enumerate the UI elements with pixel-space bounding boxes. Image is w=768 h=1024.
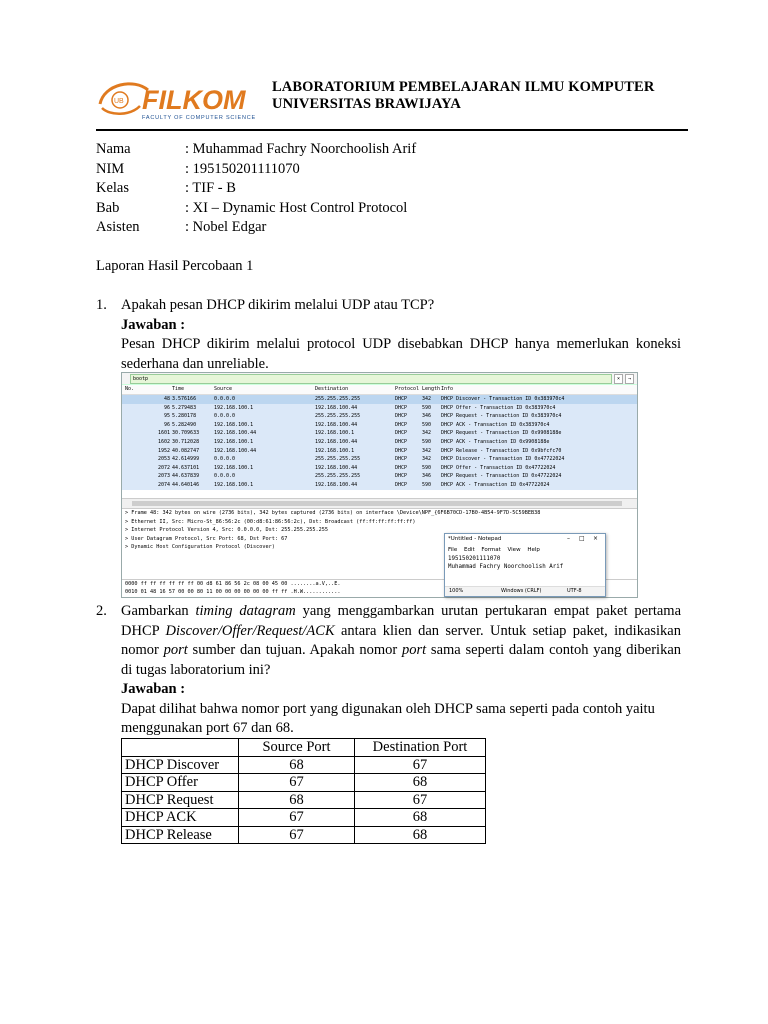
destination-port-cell: 68 <box>355 774 486 792</box>
source-port-cell: 67 <box>239 774 355 792</box>
packet-proto: DHCP <box>395 456 408 463</box>
table-row <box>122 756 486 774</box>
logo-badge: UB <box>114 98 124 105</box>
packet-detail-line[interactable]: > Dynamic Host Configuration Protocol (Discover) <box>125 544 275 551</box>
menu-file[interactable]: File <box>448 547 458 553</box>
packet-no: 2053 <box>157 456 170 463</box>
menu-help[interactable]: Help <box>527 547 540 553</box>
packet-row[interactable] <box>122 472 637 481</box>
q2-answer-label: Jawaban : <box>121 681 186 697</box>
packet-dst: 192.168.100.1 <box>315 447 355 454</box>
q1-question: Apakah pesan DHCP dikirim melalui UDP atau TCP? <box>121 297 435 313</box>
packet-len: 590 <box>422 464 432 471</box>
packet-no: 96 <box>163 421 170 428</box>
menu-edit[interactable]: Edit <box>463 547 475 553</box>
packet-src: 192.168.100.1 <box>214 421 254 428</box>
packet-info: DHCP Request - Transaction ID 0x383970c4 <box>441 413 562 420</box>
lab-title-line2: UNIVERSITAS BRAWIJAYA <box>272 96 461 112</box>
packet-len: 342 <box>422 430 432 437</box>
packet-info: DHCP Offer - Transaction ID 0x47722024 <box>441 464 556 471</box>
packet-src: 192.168.100.44 <box>214 430 257 437</box>
packet-len: 342 <box>422 447 432 454</box>
packet-time: 44.637101 <box>172 464 200 471</box>
packet-no: 1602 <box>157 438 170 445</box>
packet-proto: DHCP <box>395 404 408 411</box>
packet-no: 96 <box>163 404 170 411</box>
header-divider <box>96 129 688 131</box>
packet-time: 30.709633 <box>172 430 200 437</box>
packet-time: 5.279483 <box>172 404 197 411</box>
identity-value: : 195150201111070 <box>185 160 300 177</box>
packet-detail-line[interactable]: > User Datagram Protocol, Src Port: 68, Dst Port: 67 <box>125 535 288 542</box>
packet-row[interactable] <box>122 421 637 430</box>
packet-dst: 192.168.100.1 <box>315 430 355 437</box>
packet-len: 346 <box>422 473 432 480</box>
status-zoom: 100% <box>449 588 464 594</box>
packet-src: 0.0.0.0 <box>214 473 236 480</box>
packet-len: 590 <box>422 421 432 428</box>
col-time[interactable]: Time <box>172 386 185 392</box>
packet-no: 2073 <box>157 473 170 480</box>
col-source[interactable]: Source <box>214 386 233 392</box>
packet-row[interactable] <box>122 395 637 404</box>
packet-time: 5.282490 <box>172 421 197 428</box>
packet-list-scrollbar[interactable] <box>122 498 637 509</box>
q1-answer: Pesan DHCP dikirim melalui protocol UDP disebabkan DHCP hanya memerlukan koneksi sederhana dan unreliable. <box>121 336 681 372</box>
menu-format[interactable]: Format <box>481 547 501 553</box>
packet-row[interactable] <box>122 412 637 421</box>
packet-info: DHCP ACK - Transaction ID 0x9908188e <box>441 438 550 445</box>
identity-value: : TIF - B <box>185 180 236 196</box>
logo-text: FILKOM <box>142 85 246 115</box>
table-row <box>122 774 486 792</box>
packet-len: 590 <box>422 481 432 488</box>
packet-src: 192.168.100.1 <box>214 481 254 488</box>
packet-src: 192.168.100.1 <box>214 464 254 471</box>
identity-label: Nama <box>96 141 131 157</box>
notepad-text-area[interactable] <box>448 556 563 571</box>
packet-len: 342 <box>422 456 432 463</box>
packet-info: DHCP Release - Transaction ID 0x9bfcfc70 <box>441 447 562 454</box>
packet-row[interactable] <box>122 455 637 464</box>
identity-value: : Nobel Edgar <box>185 219 267 235</box>
packet-time: 44.637839 <box>172 473 200 480</box>
destination-port-cell: 68 <box>355 809 486 827</box>
message-type-cell: DHCP Release <box>122 826 239 844</box>
port-table-header-cell: Destination Port <box>355 739 486 757</box>
packet-time: 3.576166 <box>172 396 197 402</box>
port-table-header <box>122 739 486 757</box>
message-type-cell: DHCP ACK <box>122 809 239 827</box>
packet-row[interactable] <box>122 404 637 413</box>
packet-src: 0.0.0.0 <box>214 456 236 463</box>
maximize-icon[interactable]: □ <box>579 535 585 542</box>
packet-proto: DHCP <box>395 421 408 428</box>
source-port-cell: 68 <box>239 791 355 809</box>
packet-proto: DHCP <box>395 438 408 445</box>
packet-dst: 192.168.100.44 <box>315 464 358 471</box>
packet-time: 5.280178 <box>172 413 197 420</box>
packet-info: DHCP ACK - Transaction ID 0x47722024 <box>441 481 550 488</box>
packet-no: 1601 <box>157 430 170 437</box>
notepad-window <box>444 533 606 597</box>
source-port-cell: 68 <box>239 756 355 774</box>
q1-number: 1. <box>96 297 107 313</box>
packet-dst: 192.168.100.44 <box>315 421 358 428</box>
lab-title-line1: LABORATORIUM PEMBELAJARAN ILMU KOMPUTER <box>272 79 655 95</box>
packet-len: 346 <box>422 413 432 420</box>
packet-dst: 255.255.255.255 <box>315 396 361 402</box>
packet-dst: 192.168.100.44 <box>315 404 358 411</box>
packet-row[interactable] <box>122 464 637 473</box>
packet-list-header <box>122 385 637 395</box>
packet-list <box>122 395 637 490</box>
packet-proto: DHCP <box>395 413 408 420</box>
identity-label: Kelas <box>96 180 130 196</box>
menu-view[interactable]: View <box>507 547 521 553</box>
identity-value: : XI – Dynamic Host Control Protocol <box>185 199 408 216</box>
source-port-cell: 67 <box>239 826 355 844</box>
packet-info: DHCP Request - Transaction ID 0x47722024 <box>441 473 562 480</box>
lab-title <box>272 79 654 113</box>
packet-src: 192.168.100.44 <box>214 447 257 454</box>
identity-label: Bab <box>96 199 120 216</box>
notepad-menubar <box>445 546 605 555</box>
packet-detail-line[interactable]: > Internet Protocol Version 4, Src: 0.0.0.0, Dst: 255.255.255.255 <box>125 527 329 534</box>
destination-port-cell: 67 <box>355 791 486 809</box>
report-title: Laporan Hasil Percobaan 1 <box>96 258 254 274</box>
q1-answer-label: Jawaban : <box>121 316 186 333</box>
packet-src: 0.0.0.0 <box>214 413 236 420</box>
packet-info: DHCP Discover - Transaction ID 0x47722024 <box>441 456 565 463</box>
packet-info: DHCP ACK - Transaction ID 0x383970c4 <box>441 421 550 428</box>
destination-port-cell: 67 <box>355 756 486 774</box>
q2-answer: Dapat dilihat bahwa nomor port yang digunakan oleh DHCP sama seperti pada contoh yaitu menggunakan port 67 dan 68. <box>121 700 655 736</box>
packet-src: 192.168.100.1 <box>214 404 254 411</box>
packet-info: DHCP Offer - Transaction ID 0x383970c4 <box>441 404 556 411</box>
packet-proto: DHCP <box>395 464 408 471</box>
packet-time: 40.082747 <box>172 447 200 454</box>
packet-time: 42.614999 <box>172 456 200 463</box>
packet-row[interactable] <box>122 481 637 490</box>
packet-no: 1952 <box>157 447 170 454</box>
packet-dst: 255.255.255.255 <box>315 456 361 463</box>
packet-no: 2074 <box>157 481 170 488</box>
close-icon[interactable]: × <box>593 535 599 542</box>
port-table-header-cell: Source Port <box>239 739 355 757</box>
packet-row[interactable] <box>122 438 637 447</box>
packet-no: 95 <box>163 413 170 420</box>
packet-src: 192.168.100.1 <box>214 438 254 445</box>
packet-dst: 192.168.100.44 <box>315 438 358 445</box>
display-filter-bar <box>122 373 637 385</box>
col-length[interactable]: Length <box>422 386 441 392</box>
packet-src: 0.0.0.0 <box>214 396 236 402</box>
packet-row[interactable] <box>122 429 637 438</box>
col-protocol[interactable]: Protocol <box>395 386 420 392</box>
logo-tagline: FACULTY OF COMPUTER SCIENCE <box>142 115 256 121</box>
status-encoding: UTF-8 <box>567 588 582 594</box>
packet-hex-line: 0000 ff ff ff ff ff ff 00 d8 61 86 56 2c 08 00 45 00 ........a.V,..E. <box>125 581 341 587</box>
packet-row[interactable] <box>122 447 637 456</box>
packet-proto: DHCP <box>395 447 408 454</box>
packet-proto: DHCP <box>395 481 408 488</box>
packet-proto: DHCP <box>395 430 408 437</box>
display-filter-input[interactable]: bootp <box>130 374 612 384</box>
destination-port-cell: 68 <box>355 826 486 844</box>
packet-dst: 192.168.100.44 <box>315 481 358 488</box>
packet-detail-line[interactable]: > Ethernet II, Src: Micro-St_86:56:2c (00:d8:61:86:56:2c), Dst: Broadcast (ff:ff:ff:ff:ff:ff) <box>125 518 416 525</box>
status-eol: Windows (CRLF) <box>501 588 542 594</box>
q2-number: 2. <box>96 603 107 619</box>
packet-info: DHCP Request - Transaction ID 0x9908188e <box>441 430 562 437</box>
q2-question: Gambarkan timing datagram yang menggambarkan urutan pertukaran empat paket pertama DHCP Discover/Offer/Request/ACK antara klien dan server. Untuk setiap paket, indikasikan nomor port sumber dan tujuan. Apakah nomor port sama seperti dalam contoh yang diberikan di tugas laboratorium ini? <box>121 603 682 678</box>
notepad-line: Muhammad Fachry Noorchoolish Arif <box>448 563 564 570</box>
message-type-cell: DHCP Request <box>122 791 239 809</box>
packet-len: 590 <box>422 438 432 445</box>
col-info[interactable]: Info <box>441 386 454 392</box>
packet-proto: DHCP <box>395 396 408 402</box>
packet-len: 342 <box>422 396 432 402</box>
packet-len: 590 <box>422 404 432 411</box>
packet-proto: DHCP <box>395 473 408 480</box>
table-row <box>122 809 486 827</box>
packet-time: 30.712028 <box>172 438 200 445</box>
col-destination[interactable]: Destination <box>315 386 349 392</box>
notepad-title: *Untitled - Notepad <box>448 536 502 542</box>
packet-dst: 255.255.255.255 <box>315 473 361 480</box>
packet-dst: 255.255.255.255 <box>315 413 361 420</box>
col-no[interactable]: No. <box>125 386 135 392</box>
packet-hex-line: 0010 01 48 16 57 00 00 80 11 00 00 00 00 00 00 ff ff .H.W............ <box>125 589 341 595</box>
packet-detail-line[interactable]: > Frame 48: 342 bytes on wire (2736 bits), 342 bytes captured (2736 bits) on interface \Device\NPF_{6F6B70CD-17B0-4B54-9F7D-5C59BEB38 <box>125 510 541 516</box>
identity-label: Asisten <box>96 219 140 235</box>
identity-label: NIM <box>96 160 125 177</box>
message-type-cell: DHCP Discover <box>122 756 239 774</box>
packet-no: 2072 <box>157 464 170 471</box>
packet-time: 44.640146 <box>172 481 200 488</box>
message-type-cell: DHCP Offer <box>122 774 239 792</box>
table-row <box>122 826 486 844</box>
clear-filter-icon[interactable]: × <box>614 374 623 384</box>
identity-value: : Muhammad Fachry Noorchoolish Arif <box>185 141 417 157</box>
notepad-line: 195150201111070 <box>448 556 501 562</box>
table-row <box>122 791 486 809</box>
notepad-statusbar <box>445 586 605 596</box>
apply-filter-icon[interactable]: → <box>625 374 634 384</box>
source-port-cell: 67 <box>239 809 355 827</box>
port-table-header-cell <box>122 739 239 757</box>
port-table <box>121 738 486 844</box>
minimize-icon[interactable]: – <box>567 535 570 542</box>
packet-no: 48 <box>163 396 170 402</box>
packet-info: DHCP Discover - Transaction ID 0x383970c4 <box>441 396 565 402</box>
filkom-logo <box>96 76 266 126</box>
